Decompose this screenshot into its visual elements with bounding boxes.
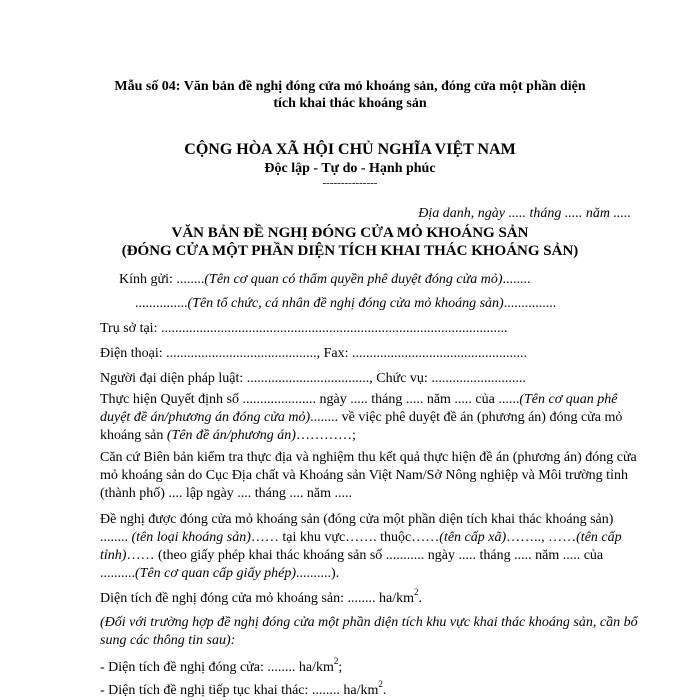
continued-mining-text: - Diện tích đề nghị tiếp tục khai thác: ........ ha/km <box>100 683 379 698</box>
national-name: CỘNG HÒA XÃ HỘI CHỦ NGHĨA VIỆT NAM <box>184 141 516 158</box>
national-motto: Độc lập - Tự do - Hạnh phúc <box>264 161 436 176</box>
document-subtitle: (ĐÓNG CỬA MỘT PHẦN DIỆN TÍCH KHAI THÁC KHOÁNG SẢN) <box>121 243 579 259</box>
province-level: (tên cấp tỉnh) <box>100 530 622 563</box>
phone-field: Điện thoại: ........................................... <box>100 346 317 361</box>
recipient-line <box>119 271 531 288</box>
recipient-trail: ........ <box>502 272 531 287</box>
license-authority: (Tên cơ quan cấp giấy phép) <box>135 566 297 581</box>
representative-line <box>100 370 526 387</box>
form-title-line2: tích khai thác khoáng sản <box>273 96 427 111</box>
organization-line <box>135 295 556 312</box>
continued-mining-exp: 2 <box>378 679 383 690</box>
commune-level: (tên cấp xã) <box>439 530 507 545</box>
closure-area-end: . <box>418 591 422 606</box>
partial-closure-note: (Đối với trường hợp đề nghị đóng cửa một phần diện tích khu vực khai thác khoáng sản, cần bổ sung các thông tin sau): <box>100 615 638 648</box>
closure-area <box>100 587 422 607</box>
license-info: …… (theo giấy phép khai thác khoáng sản số ........... ngày ..... tháng ..... năm ..... của .......... <box>100 548 604 581</box>
form-title-line1: Mẫu số 04: Văn bản đề nghị đóng cửa mỏ khoáng sản, đóng cửa một phần diện <box>114 79 586 94</box>
decision-text-2: ........ về việc phê duyệt đề án (phương án) đóng cửa mỏ khoáng sản <box>100 410 623 443</box>
place-date: Địa danh, ngày ..... tháng ..... năm ..... <box>418 206 631 221</box>
request-end: ..........). <box>296 566 340 581</box>
paragraph-inspection: Căn cứ Biên bản kiểm tra thực địa và nghiệm thu kết quả thực hiện đề án (phương án) đóng cửa mỏ khoáng sản do Cục Địa chất và Khoáng sản Việt Nam/Sở Nông nghiệp và Môi trường tỉnh (thành phố) .... lập ngày .... tháng .... năm ..... <box>100 450 637 501</box>
decision-plan-name: (Tên đề án/phương án) <box>166 428 296 443</box>
closure-area-bullet-end: ; <box>338 660 343 675</box>
representative-field: Người đại diện pháp luật: ................................... <box>100 371 370 386</box>
recipient-value: (Tên cơ quan có thẩm quyền phê duyệt đóng cửa mỏ) <box>204 272 503 287</box>
continued-mining-bullet <box>100 679 387 699</box>
closure-area-bullet-text: - Diện tích đề nghị đóng cửa: ........ ha/km <box>100 660 334 675</box>
organization-lead: ............... <box>135 296 188 311</box>
recipient-label: Kính gửi: ........ <box>119 272 205 287</box>
organization-value: (Tên tổ chức, cá nhân đề nghị đóng cửa mỏ khoáng sản) <box>187 296 504 311</box>
request-location: …… tại khu vực……. thuộc…… <box>250 530 440 545</box>
closure-area-unit-exp: 2 <box>413 587 419 598</box>
contact-line <box>100 345 527 362</box>
request-sep: …….., …… <box>506 530 577 545</box>
continued-mining-end: . <box>382 683 387 698</box>
decision-end: …………; <box>295 428 356 443</box>
mineral-type: (tên loại khoáng sản) <box>131 530 251 545</box>
organization-trail: ............... <box>503 296 557 311</box>
paragraph-decision <box>100 391 638 445</box>
decision-text: Thực hiện Quyết định số ..................... ngày ..... tháng ..... năm ..... của ...... <box>100 392 520 407</box>
office-field: Trụ sở tại: ................................................................................................... <box>100 321 508 336</box>
paragraph-request <box>100 511 638 583</box>
closure-area-text: Diện tích đề nghị đóng cửa mỏ khoáng sản: ........ ha/km <box>100 591 414 606</box>
position-field: , Chức vụ: ........................... <box>369 371 526 386</box>
fax-field: , Fax: .................................................. <box>316 346 527 361</box>
motto-divider: --------------- <box>322 177 378 189</box>
decision-authority: (Tên cơ quan phê duyệt đề án/phương án đóng cửa mỏ) <box>100 392 618 425</box>
closure-area-bullet-exp: 2 <box>333 656 339 667</box>
document-title: VĂN BẢN ĐỀ NGHỊ ĐÓNG CỬA MỎ KHOÁNG SẢN <box>171 225 529 241</box>
request-text: Đề nghị được đóng cửa mỏ khoáng sản (đóng cửa một phần diện tích khai thác khoáng sản) ........ <box>100 512 614 545</box>
closure-area-bullet <box>100 656 343 676</box>
